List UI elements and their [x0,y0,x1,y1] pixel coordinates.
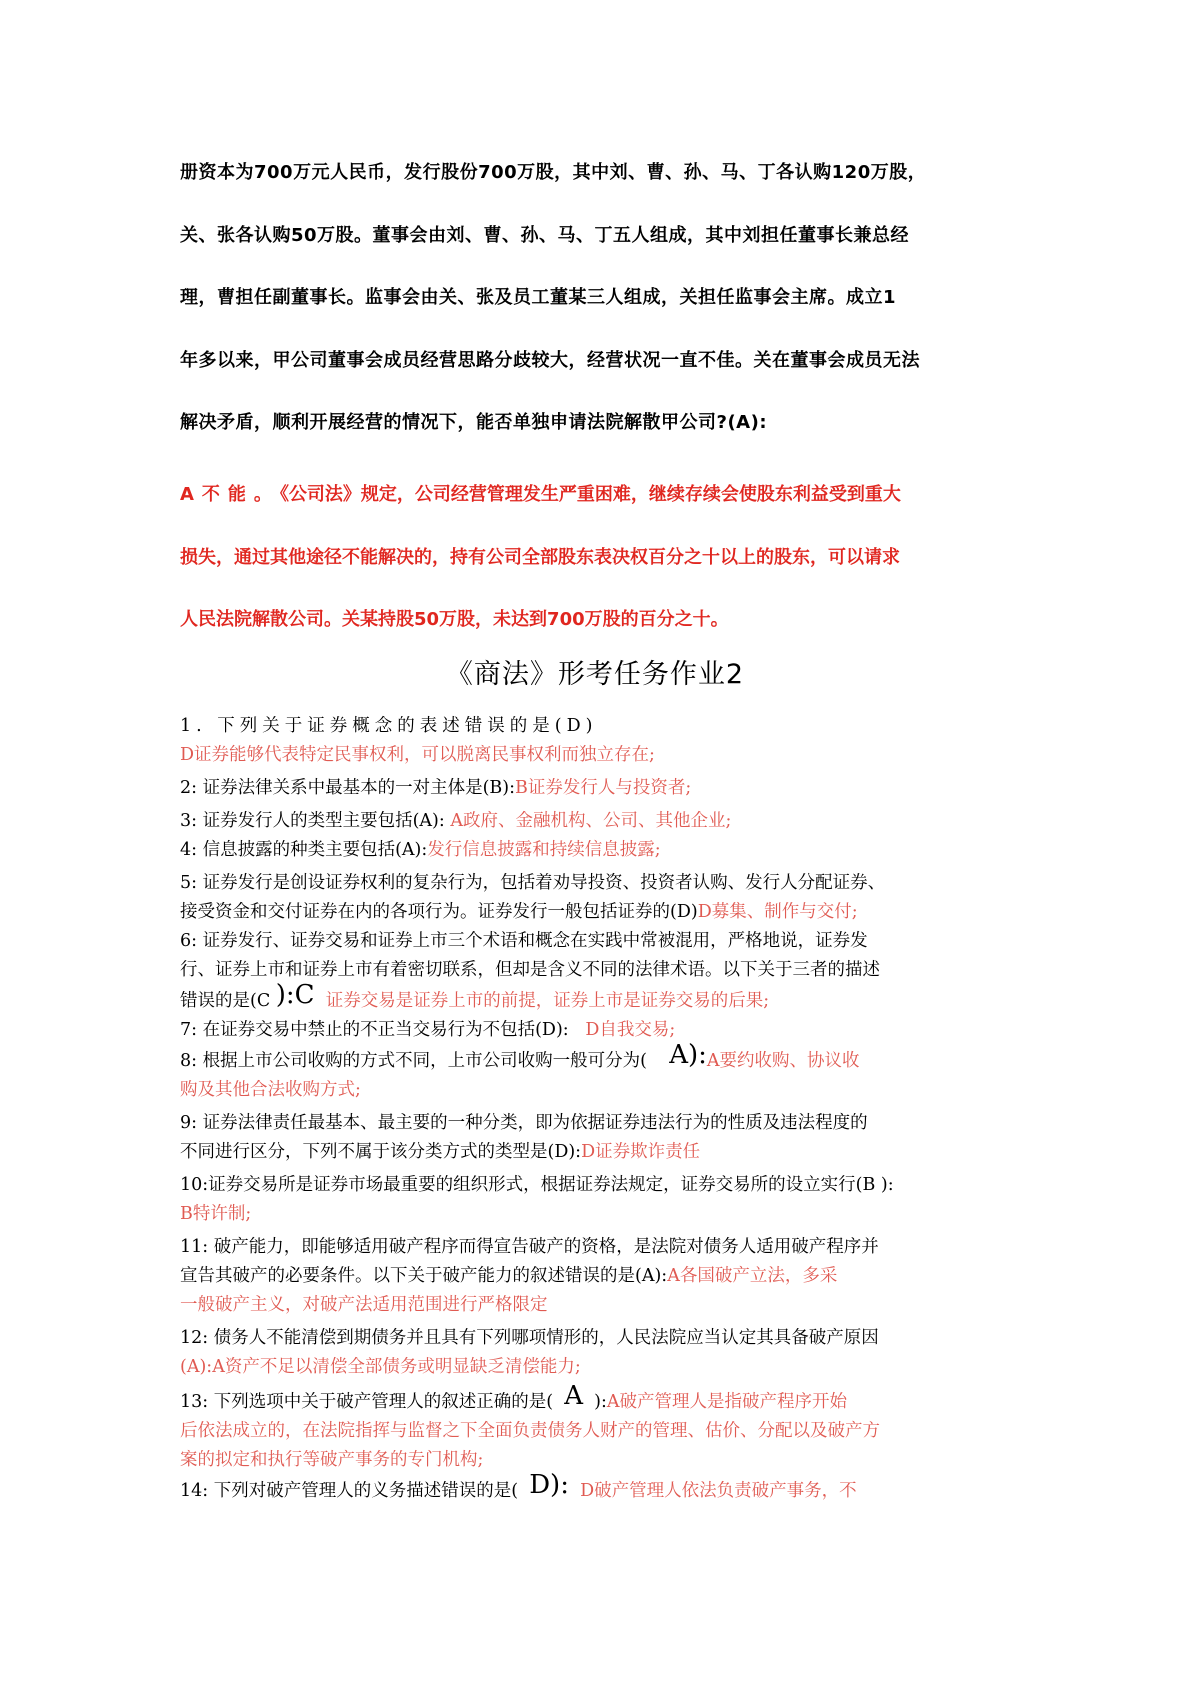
question-10: 10:证券交易所是证券市场最重要的组织形式，根据证券法规定，证券交易所的设立实行(B ): [180,1175,894,1195]
answer-8: A要约收购、协议收 [706,1051,860,1071]
answer-prefix: A不能。 [180,484,280,505]
answer-line: 损失，通过其他途径不能解决的，持有公司全部股东表决权百分之十以上的股东，可以请求 [180,546,900,568]
answer-3: A政府、金融机构、公司、其他企业; [450,811,732,831]
question-5-cont: 接受资金和交付证券在内的各项行为。证券发行一般包括证券的(D)D募集、制作与交付; [180,902,858,922]
answer-13-cont: 案的拟定和执行等破产事务的专门机构; [180,1450,484,1470]
case-line: 解决矛盾，顺利开展经营的情况下，能否单独申请法院解散甲公司?(A): [180,412,768,433]
question-1: 1. 下列关于证券概念的表述错误的是(D) [180,716,598,736]
answer-14: D破产管理人依法负责破产事务，不 [580,1481,857,1501]
answer-1: D证券能够代表特定民事权利，可以脱离民事权利而独立存在; [180,745,655,765]
answer-13-cont: 后依法成立的，在法院指挥与监督之下全面负责债务人财产的管理、估价、分配以及破产方 [180,1421,880,1441]
section-title: 《商法》形考任务作业2 [445,659,745,690]
answer-6: 证券交易是证券上市的前提，证券上市是证券交易的后果; [325,991,770,1011]
question-11: 11: 破产能力，即能够适用破产程序而得宣告破产的资格，是法院对债务人适用破产程序并 [180,1237,879,1257]
answer-4: 发行信息披露和持续信息披露; [427,840,661,860]
question-6-cont: 行、证券上市和证券上市有着密切联系，但却是含义不同的法律术语。以下关于三者的描述 [180,960,880,980]
case-line: 年多以来，甲公司董事会成员经营思路分歧较大，经营状况一直不佳。关在董事会成员无法 [180,349,920,371]
answer-text: 《公司法》规定，公司经营管理发生严重困难，继续存续会使股东利益受到重大 [279,484,901,505]
answer-line: 人民法院解散公司。关某持股50万股，未达到700万股的百分之十。 [180,609,729,630]
answer-11: A各国破产立法，多采 [667,1266,838,1286]
question-7: 7: 在证券交易中禁止的不正当交易行为不包括(D): D自我交易; [180,1020,676,1040]
case-line: 关、张各认购50万股。董事会由刘、曹、孙、马、丁五人组成，其中刘担任董事长兼总经 [180,224,910,246]
answer-11-cont: 一般破产主义，对破产法适用范围进行严格限定 [180,1295,548,1315]
question-9: 9: 证券法律责任最基本、最主要的一种分类，即为依据证券违法行为的性质及违法程度的 [180,1113,868,1133]
answer-2: B证券发行人与投资者; [515,778,692,798]
answer-10: B特许制; [180,1204,252,1224]
question-5: 5: 证券发行是创设证券权利的复杂行为，包括着劝导投资、投资者认购、发行人分配证券、 [180,873,886,893]
answer-5: D募集、制作与交付; [697,902,858,922]
case-answer [180,480,1040,668]
question-list [180,712,1040,1506]
case-question [180,158,1040,471]
case-line: 册资本为700万元人民币，发行股份700万股，其中刘、曹、孙、马、丁各认购120万股， [180,162,927,183]
question-12: 12: 债务人不能清偿到期债务并且具有下列哪项情形的，人民法院应当认定其具备破产原因 [180,1328,879,1348]
question-13: 13: 下列选项中关于破产管理人的叙述正确的是( A ):A破产管理人是指破产程序开始 [180,1381,847,1412]
answer-13: A破产管理人是指破产程序开始 [606,1392,847,1412]
answer-12: (A):A资产不足以清偿全部债务或明显缺乏清偿能力; [180,1357,581,1377]
question-11-cont: 宣告其破产的必要条件。以下关于破产能力的叙述错误的是(A):A各国破产立法，多采 [180,1266,838,1286]
answer-9: D证券欺诈责任 [581,1142,701,1162]
question-8: 8: 根据上市公司收购的方式不同，上市公司收购一般可分为( A):A要约收购、协议收 [180,1040,860,1071]
answer-line [180,480,1040,543]
question-4: 4: 信息披露的种类主要包括(A):发行信息披露和持续信息披露; [180,840,661,860]
question-6: 6: 证券发行、证券交易和证券上市三个术语和概念在实践中常被混用，严格地说，证券发 [180,931,868,951]
question-3: 3: 证券发行人的类型主要包括(A): A政府、金融机构、公司、其他企业; [180,811,732,831]
answer-7: D自我交易; [585,1020,676,1040]
question-6-cont: 错误的是(C ):C 证券交易是证券上市的前提，证券上市是证券交易的后果; [180,980,770,1011]
question-9-cont: 不同进行区分，下列不属于该分类方式的类型是(D):D证券欺诈责任 [180,1142,701,1162]
answer-8-cont: 购及其他合法收购方式; [180,1080,361,1100]
question-14: 14: 下列对破产管理人的义务描述错误的是( D): D破产管理人依法负责破产事务，不 [180,1470,857,1501]
question-2: 2: 证券法律关系中最基本的一对主体是(B):B证券发行人与投资者; [180,778,692,798]
case-line: 理，曹担任副董事长。监事会由关、张及员工董某三人组成，关担任监事会主席。成立1 [180,287,897,308]
